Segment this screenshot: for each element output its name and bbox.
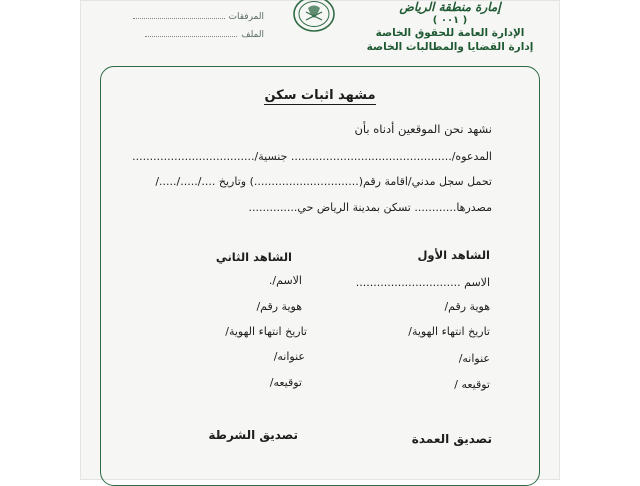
first-witness-expiry: تاريخ انتهاء الهوية/ [408, 325, 490, 338]
document-page [80, 0, 560, 480]
office-code: ( ٠٠١ ) [432, 15, 468, 26]
mayor-approval: تصديق العمدة [411, 432, 492, 446]
intro-line: نشهد نحن الموقعين أدناه بأن [354, 122, 492, 136]
second-witness-signature: توقيعه/ [269, 376, 302, 389]
file-label: الملف [241, 30, 264, 40]
file-info [114, 8, 264, 44]
first-witness-address: عنوانه/ [458, 352, 490, 365]
first-witness-name: الاسم .............................. [355, 276, 490, 289]
document-title: مشهد اثبات سكن [264, 88, 376, 103]
second-witness-expiry: تاريخ انتهاء الهوية/ [225, 325, 307, 338]
first-witness-signature: توقيعه / [454, 378, 490, 391]
name-nationality-line: المدعوه/.............................................. جنسية/................................... [132, 150, 492, 163]
attachments-field[interactable] [133, 8, 225, 19]
id-date-line: تحمل سجل مدني/اقامة رقم(..............................) وتاريخ ..../...../...../ [155, 175, 492, 188]
second-witness-heading: الشاهد الثاني [215, 250, 292, 264]
attachments-label: المرفقات [228, 12, 264, 22]
second-witness-id: هوية رقم/ [256, 300, 302, 313]
file-field[interactable] [145, 26, 237, 37]
issuer-header [360, 0, 540, 53]
emirate-name: إمارة منطقة الرياض [399, 0, 501, 14]
second-witness-address: عنوانه/ [273, 350, 305, 363]
first-witness-heading: الشاهد الأول [417, 248, 490, 262]
department-name: الإدارة العامة للحقوق الخاصة [375, 27, 525, 39]
police-approval: تصديق الشرطة [208, 428, 298, 442]
second-witness-name: الاسم/. [268, 274, 302, 287]
first-witness-id: هوية رقم/ [444, 300, 490, 313]
section-name: إدارة القضايا والمطالبات الخاصة [366, 41, 534, 53]
emblem-icon [288, 0, 340, 34]
issue-residence-line: مصدرها............ تسكن بمدينة الرياض حي.............. [248, 201, 492, 214]
